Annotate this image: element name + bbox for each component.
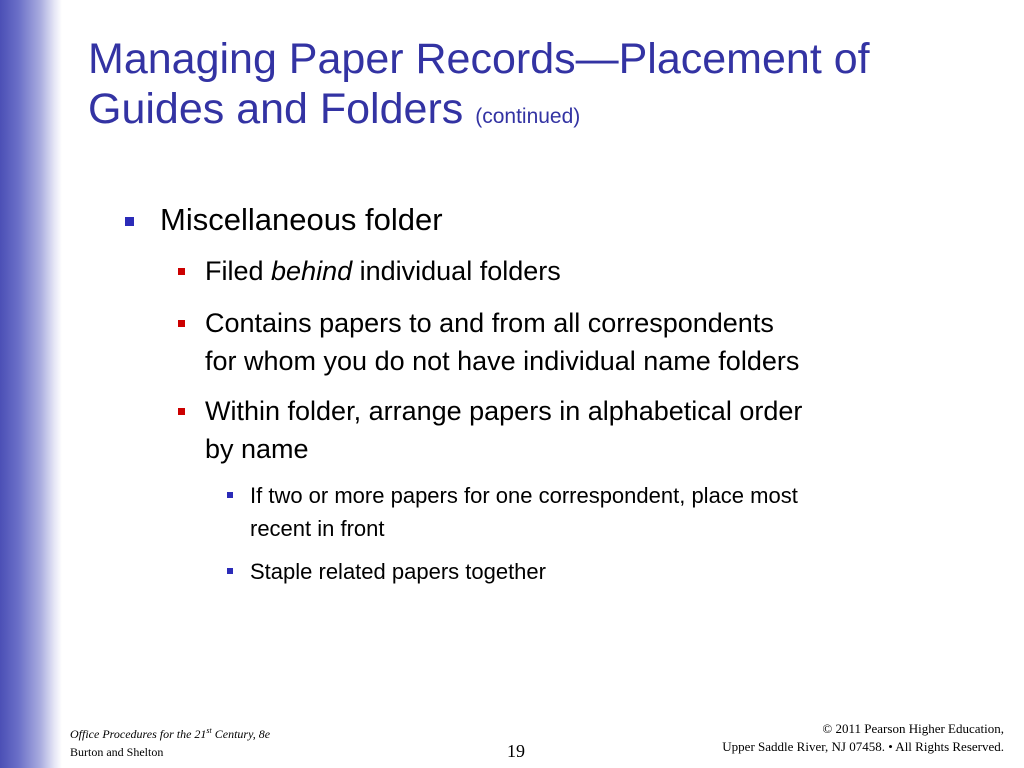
sub-bullet-square-icon — [178, 268, 185, 275]
sub-bullet-contains-papers: Contains papers to and from all correspondents for whom you do not have individual name folders — [205, 308, 800, 376]
bullet-square-icon — [125, 217, 134, 226]
footer-copyright — [722, 720, 1004, 756]
copyright-line-2: Upper Saddle River, NJ 07458. • All Rights Reserved. — [722, 739, 1004, 754]
sub-sub-bullet-square-icon — [227, 568, 233, 574]
title-main: Managing Paper Records—Placement of Guides and Folders — [88, 35, 870, 133]
sub-sub-bullet-two-or-more: If two or more papers for one correspondent, place most recent in front — [250, 483, 798, 541]
emphasis-behind: behind — [271, 256, 353, 286]
page-number: 19 — [507, 741, 525, 761]
bullet-miscellaneous-folder: Miscellaneous folder — [160, 202, 443, 237]
sub-bullet-filed-behind: Filed behind individual folders — [205, 256, 561, 286]
sub-bullet-square-icon — [178, 408, 185, 415]
book-authors: Burton and Shelton — [70, 745, 164, 759]
book-title: Office Procedures for the 21st Century, 8e — [70, 726, 271, 741]
copyright-line-1: © 2011 Pearson Higher Education, — [822, 721, 1004, 736]
sub-sub-bullet-staple: Staple related papers together — [250, 559, 546, 584]
sub-bullet-within-folder: Within folder, arrange papers in alphabetical order by name — [205, 396, 803, 464]
title-continued: (continued) — [475, 105, 581, 128]
footer-book-info — [70, 722, 270, 761]
sub-bullet-square-icon — [178, 320, 185, 327]
sub-sub-bullet-square-icon — [227, 492, 233, 498]
